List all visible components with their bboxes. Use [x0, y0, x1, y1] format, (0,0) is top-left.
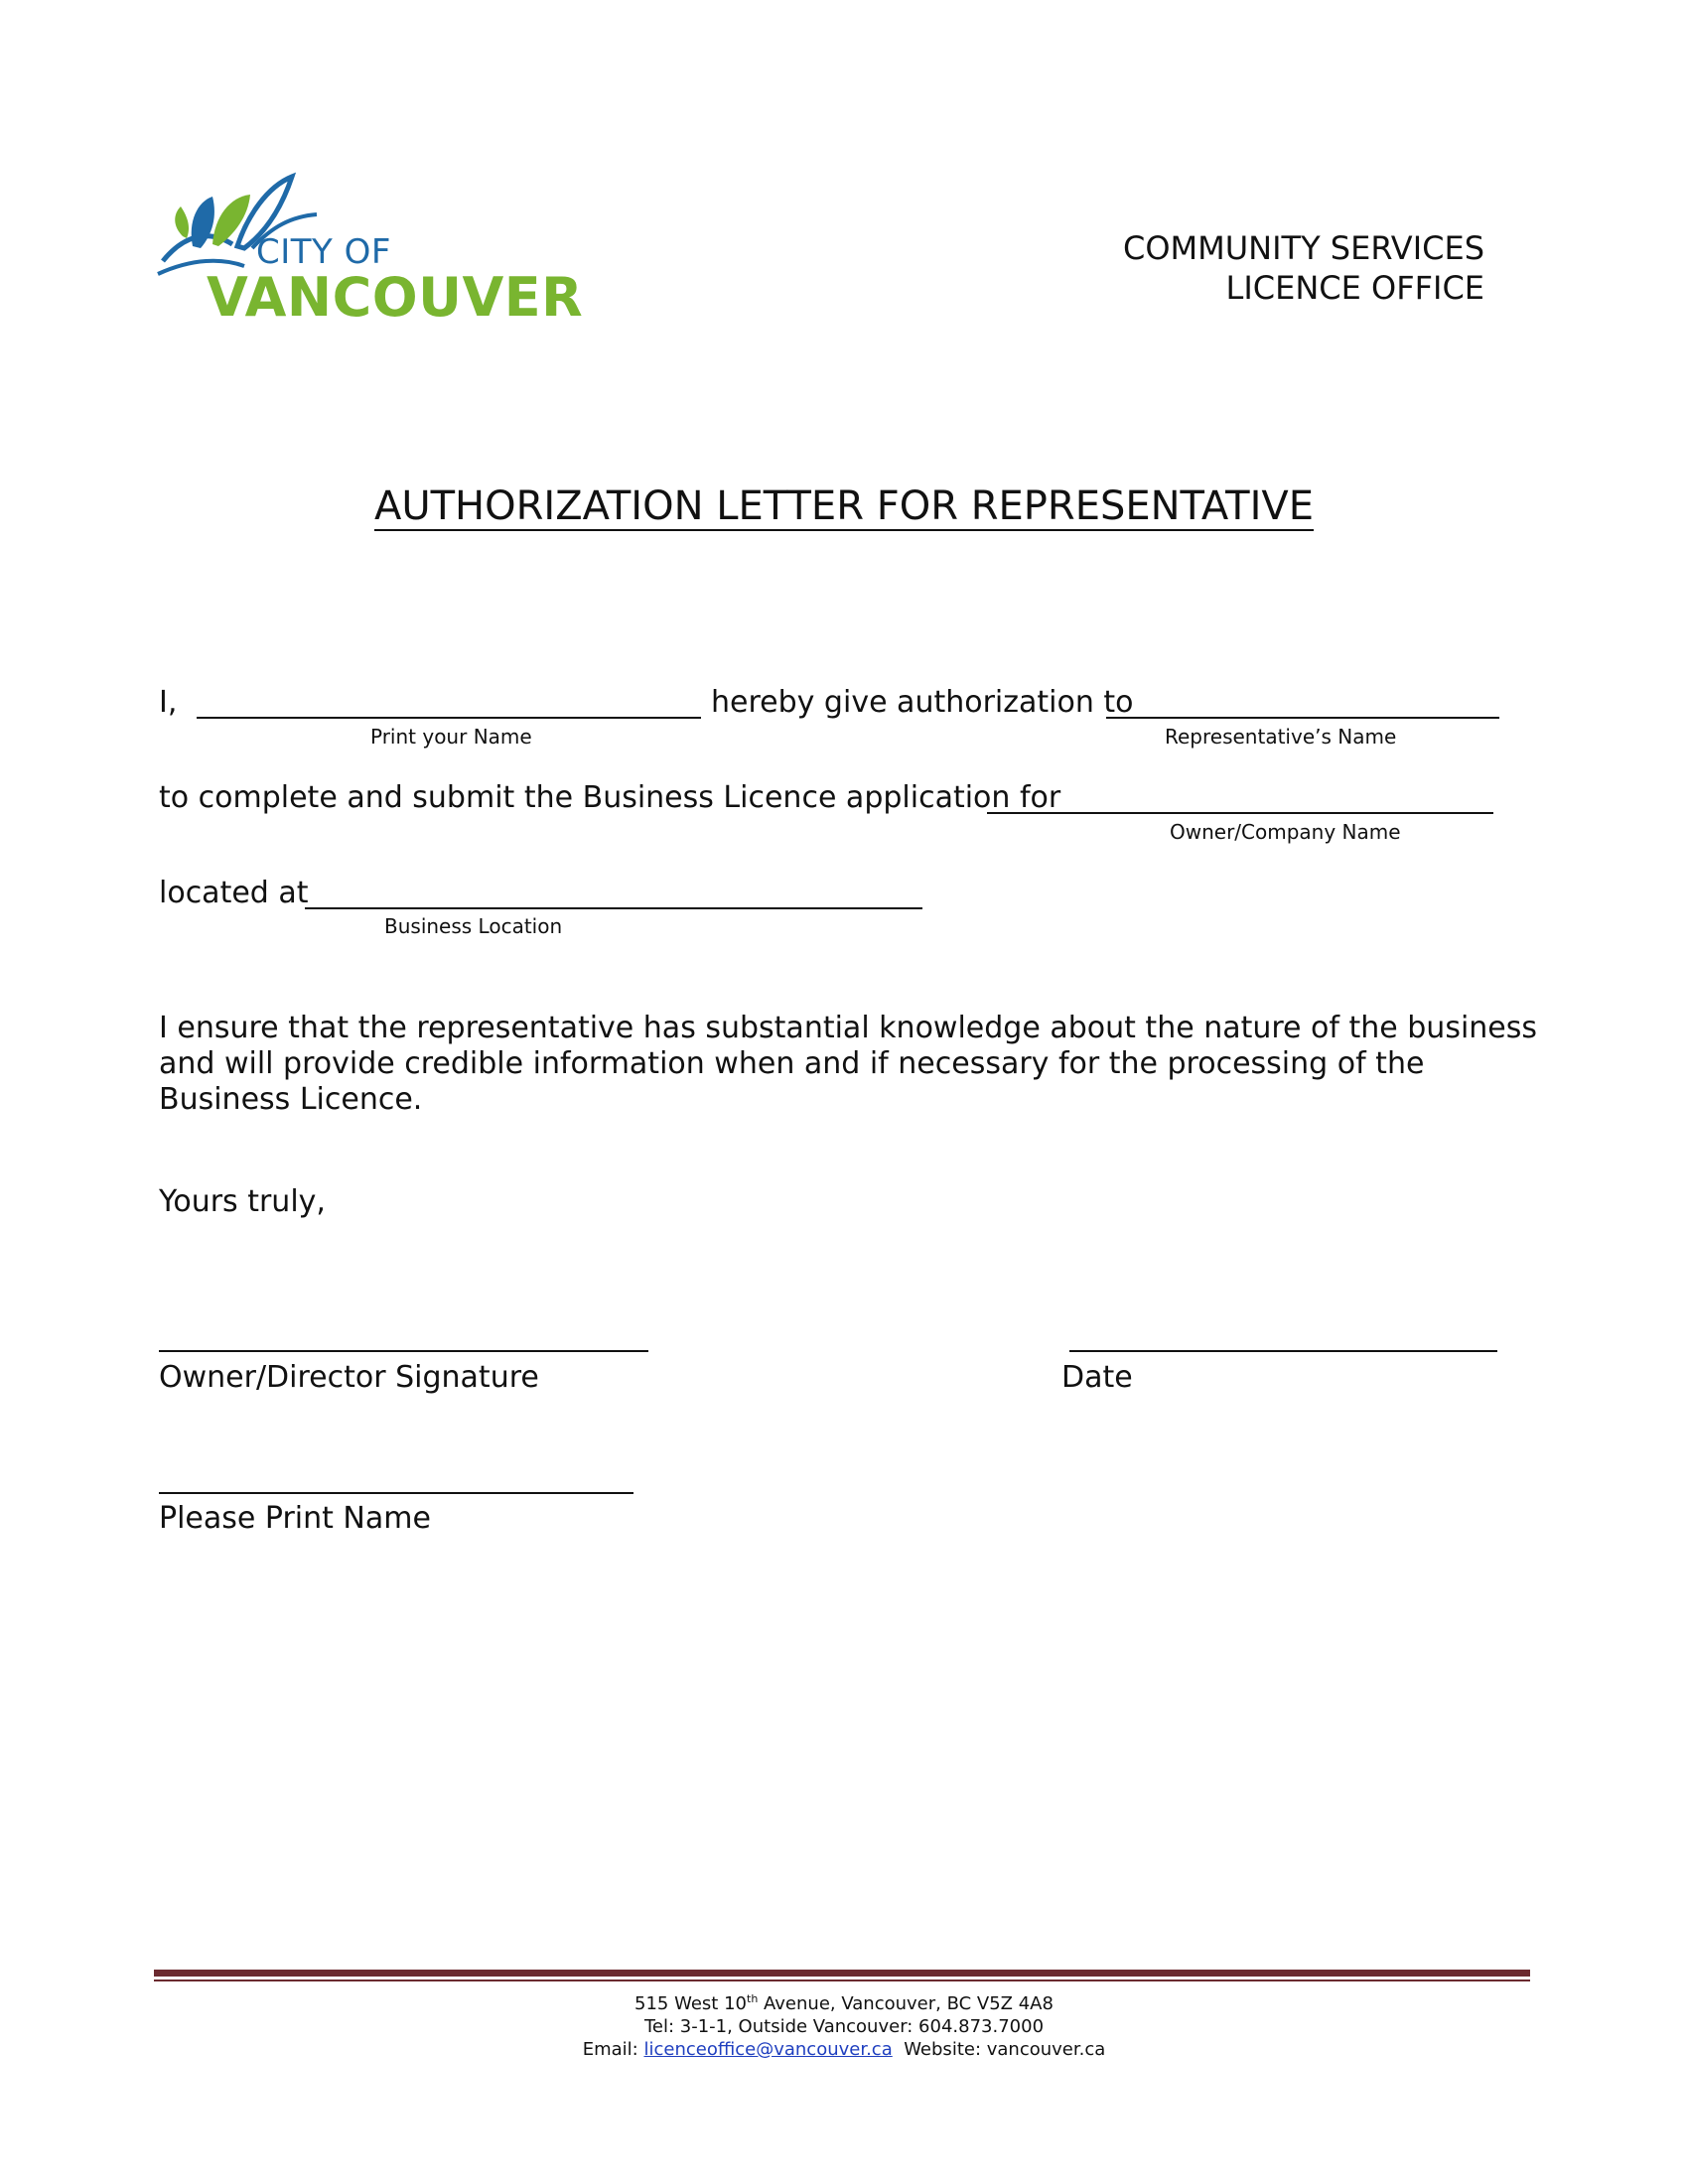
- footer-rule-thin: [154, 1979, 1530, 1981]
- footer-rule-thick: [154, 1970, 1530, 1977]
- date-label: Date: [1061, 1360, 1133, 1395]
- assurance-paragraph: I ensure that the representative has substantial knowledge about the nature of the business and will provide credible information when and if necessary for the processing of the Business Licence.: [159, 1011, 1538, 1117]
- department-line1: COMMUNITY SERVICES: [1122, 229, 1484, 267]
- department-line2: LICENCE OFFICE: [1225, 269, 1484, 307]
- row3-text: located at: [159, 876, 309, 910]
- owner-signature-line[interactable]: [159, 1350, 648, 1352]
- owner-company-name-field[interactable]: [987, 812, 1493, 814]
- date-line[interactable]: [1069, 1350, 1497, 1352]
- caption-business-location: Business Location: [384, 914, 563, 938]
- footer-address: 515 West 10th Avenue, Vancouver, BC V5Z 4A8: [634, 1992, 1054, 2014]
- footer-tel: Tel: 3-1-1, Outside Vancouver: 604.873.7000: [643, 2016, 1045, 2037]
- row1-middle-text: hereby give authorization to: [711, 685, 1134, 720]
- print-name-line[interactable]: [159, 1492, 633, 1494]
- caption-owner-company-name: Owner/Company Name: [1170, 820, 1401, 844]
- closing-text: Yours truly,: [159, 1184, 326, 1219]
- print-name-field[interactable]: [197, 717, 701, 719]
- caption-representative-name: Representative’s Name: [1165, 725, 1397, 749]
- email-link[interactable]: licenceoffice@vancouver.ca: [643, 2039, 893, 2060]
- owner-signature-label: Owner/Director Signature: [159, 1360, 539, 1395]
- city-logo: [153, 167, 584, 336]
- footer-contact: [0, 1987, 1688, 2061]
- document-title-text: AUTHORIZATION LETTER FOR REPRESENTATIVE: [373, 483, 1315, 529]
- logo-city-of: CITY OF: [256, 232, 391, 272]
- footer-email-website: Email: licenceoffice@vancouver.ca Website: vancouver.ca: [582, 2039, 1106, 2060]
- department-header: [1123, 228, 1484, 308]
- document-title: [0, 483, 1688, 529]
- caption-print-name: Print your Name: [370, 725, 532, 749]
- business-location-field[interactable]: [305, 907, 922, 909]
- print-name-label: Please Print Name: [159, 1501, 431, 1536]
- logo-vancouver: VANCOUVER: [207, 266, 584, 329]
- representative-name-field[interactable]: [1106, 717, 1499, 719]
- row1-prefix: I,: [159, 685, 178, 720]
- row2-text: to complete and submit the Business Licence application for: [159, 780, 1061, 815]
